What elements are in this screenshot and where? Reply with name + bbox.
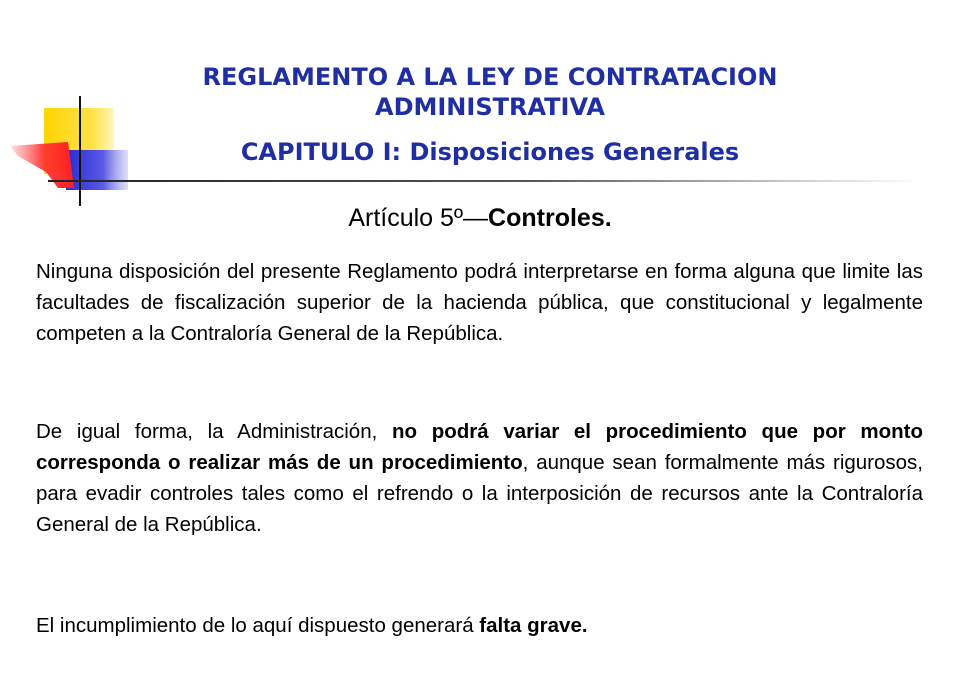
paragraph-2 — [36, 416, 923, 540]
paragraph-2-bold: no podrá variar el procedimiento que por monto corresponda o realizar más de un procedimiento — [36, 420, 924, 474]
article-number: Artículo 5º— — [348, 204, 489, 232]
chapter-title: CAPITULO I: Disposiciones Generales — [240, 138, 740, 166]
paragraph-2-end: , aunque sean formalmente más rigurosos, para evadir controles tales como el refrendo o la interposición de recursos ante la Contraloría General de la República. — [36, 451, 924, 536]
paragraph-2-start: De igual forma, la Administración, — [36, 420, 392, 443]
article-title: Controles. — [488, 204, 612, 232]
paragraph-3 — [36, 610, 923, 641]
main-title-line1: REGLAMENTO A LA LEY DE CONTRATACION — [202, 63, 778, 91]
paragraph-1-text: Ninguna disposición del presente Reglamento podrá interpretarse en forma alguna que limite las facultades de fiscalización superior de la hacienda pública, que constitucional y legalmente competen a la Contraloría General de la República. — [36, 260, 923, 345]
paragraph-1 — [36, 256, 923, 349]
paragraph-3-bold: falta grave. — [479, 614, 588, 637]
article-heading — [0, 204, 960, 233]
main-title-line2: ADMINISTRATIVA — [375, 93, 605, 121]
paragraph-3-start: El incumplimiento de lo aquí dispuesto generará — [36, 614, 480, 637]
title-divider — [48, 180, 920, 182]
main-title — [110, 62, 870, 122]
